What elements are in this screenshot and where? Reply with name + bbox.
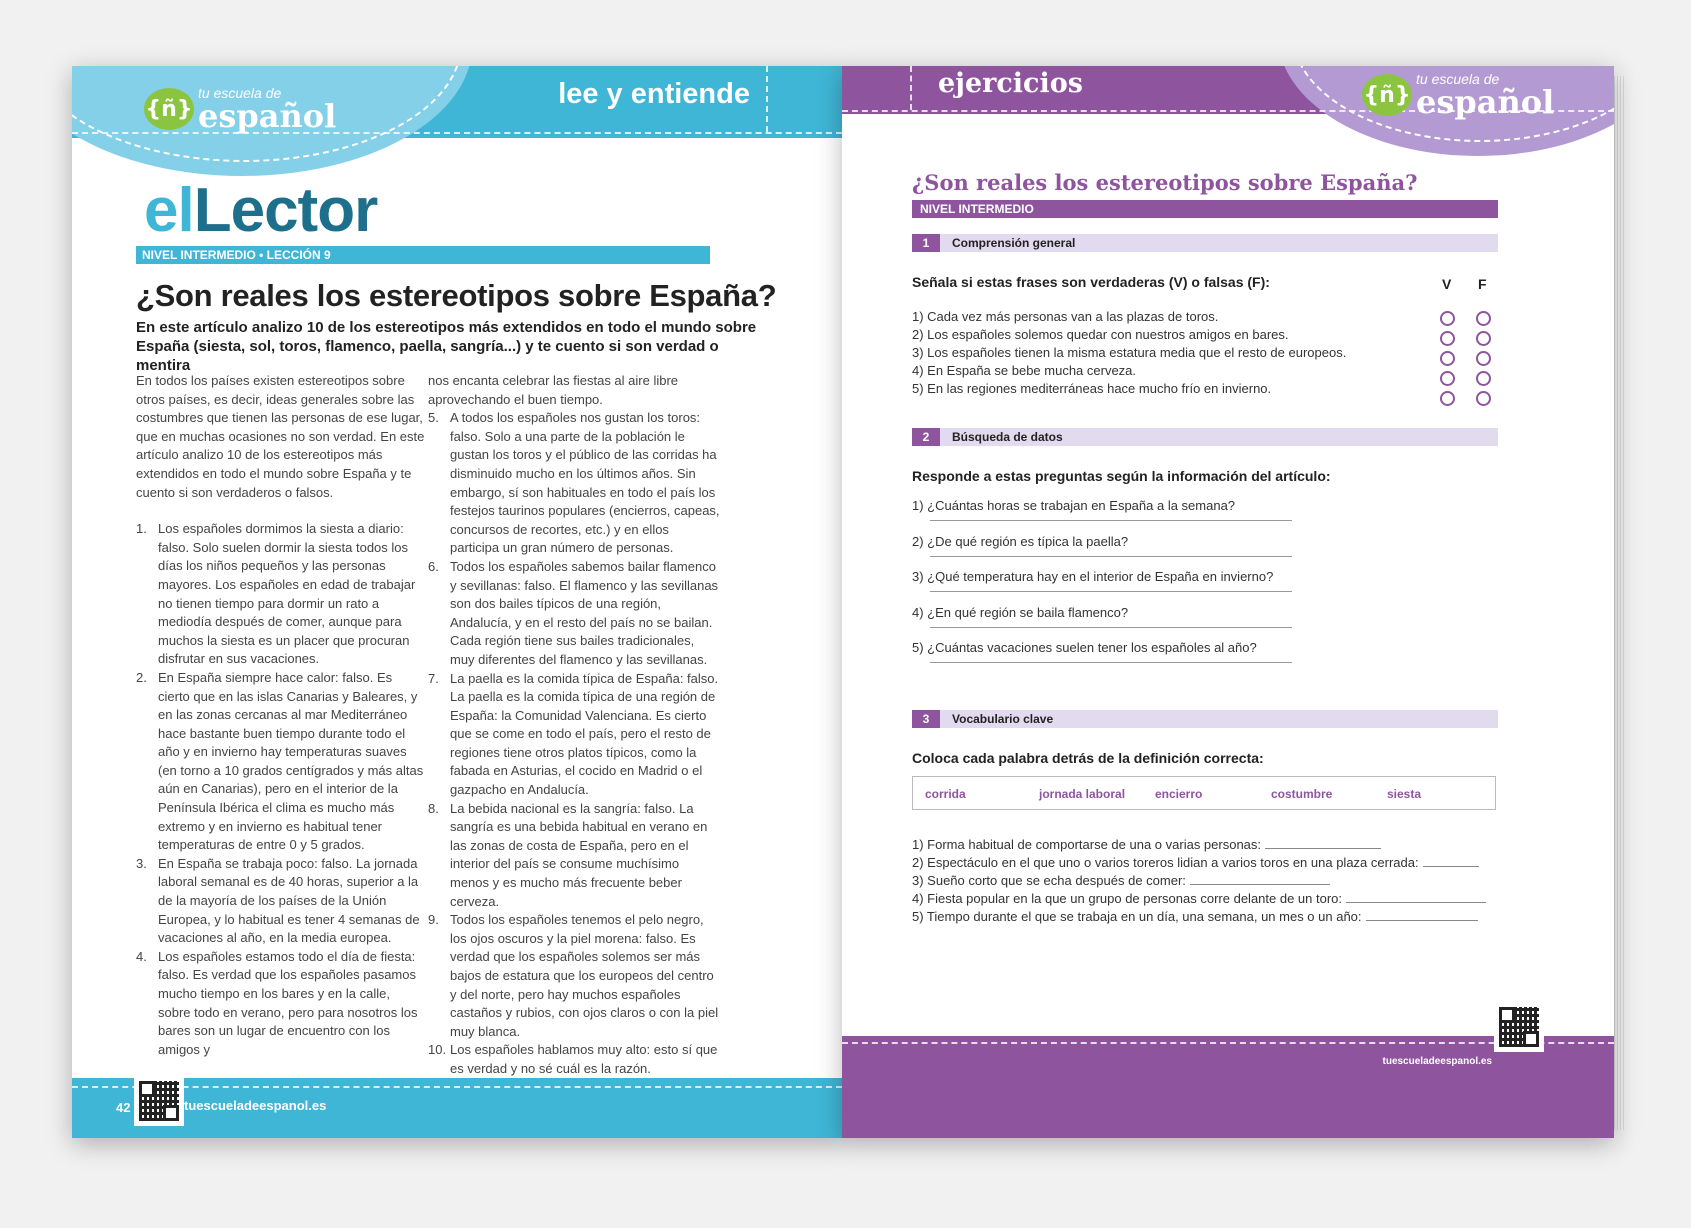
article-intro: En todos los países existen estereotipos sobre otros países, es decir, ideas generales sobre las costumbres que tienen las personas de ese lugar, que en muchas ocasiones no son verdad. En este artículo analizo 10 de los estereotipos más extendidos en todo el mundo sobre España y te cuento si son verdaderos o falsos. xyxy=(136,373,425,500)
answer-blank[interactable] xyxy=(1346,890,1486,903)
answer-blank[interactable] xyxy=(1423,854,1479,867)
word-bank xyxy=(912,776,1496,810)
definition-text: 4) Fiesta popular en la que un grupo de personas corre delante de un toro: xyxy=(912,891,1343,906)
true-radio[interactable] xyxy=(1440,351,1455,366)
definition-text: 5) Tiempo durante el que se trabaja en un día, una semana, un mes o un año: xyxy=(912,909,1362,924)
vocab-word: encierro xyxy=(1155,787,1203,801)
logo-big-text: español xyxy=(1416,83,1555,121)
definition xyxy=(912,872,1502,890)
right-page xyxy=(842,66,1614,1138)
stereotype-item xyxy=(428,911,720,1041)
item-number: 6. xyxy=(428,558,439,574)
item-number: 3. xyxy=(136,855,147,871)
statement: 1) Cada vez más personas van a las plazas de toros. xyxy=(912,309,1219,324)
true-radios xyxy=(1440,311,1455,411)
exercise-title: ¿Son reales los estereotipos sobre España? xyxy=(912,170,1418,195)
instruction-2: Responde a estas preguntas según la información del artículo: xyxy=(912,468,1331,484)
definition xyxy=(912,836,1502,854)
answer-line[interactable] xyxy=(930,556,1292,557)
stereotype-item xyxy=(428,800,720,912)
stereotype-item xyxy=(428,409,720,558)
item-number: 2. xyxy=(136,669,147,685)
column-2-lead: nos encanta celebrar las fiestas al aire libre aprovechando el buen tiempo. xyxy=(428,373,679,407)
stereotype-item xyxy=(428,670,720,800)
item-number: 8. xyxy=(428,800,439,816)
footer-url[interactable]: tuescueladeespanol.es xyxy=(184,1098,327,1113)
section-number: 2 xyxy=(912,428,940,446)
section-number: 3 xyxy=(912,710,940,728)
item-number: 7. xyxy=(428,670,439,686)
section-number: 1 xyxy=(912,234,940,252)
definition xyxy=(912,854,1502,872)
vocab-word: jornada laboral xyxy=(1039,787,1126,801)
true-radio[interactable] xyxy=(1440,391,1455,406)
logo-right xyxy=(1362,71,1555,121)
logo-small-text: tu escuela de xyxy=(1416,71,1500,87)
left-page xyxy=(72,66,842,1138)
true-radio[interactable] xyxy=(1440,331,1455,346)
false-column-label: F xyxy=(1478,276,1487,292)
level-bar: NIVEL INTERMEDIO • LECCIÓN 9 xyxy=(136,246,710,264)
article-subtitle: En este artículo analizo 10 de los estereotipos más extendidos en todo el mundo sobre España (siesta, sol, toros, flamenco, paella, sangría...) y te cuento si son verdad o mentira xyxy=(136,319,757,374)
answer-blank[interactable] xyxy=(1190,872,1330,885)
false-radio[interactable] xyxy=(1476,371,1491,386)
true-radio[interactable] xyxy=(1440,371,1455,386)
definition xyxy=(912,890,1502,908)
definition-text: 2) Espectáculo en el que uno o varios toreros lidian a varios toros en una plaza cerrada: xyxy=(912,855,1419,870)
stereotype-item xyxy=(136,948,426,1060)
footer-url[interactable]: tuescueladeespanol.es xyxy=(1382,1056,1492,1067)
definition-list xyxy=(912,836,1502,926)
question-text: 2) ¿De qué región es típica la paella? xyxy=(912,533,1129,549)
item-text: Todos los españoles sabemos bailar flamenco y sevillanas: falso. El flamenco y las sevillanas son dos bailes típicos de una región, Andalucía, y en el resto del país no se bailan. Cada región tiene sus bailes tradicionales, muy diferentes del flamenco y las sevillanas. xyxy=(450,558,719,667)
answer-line[interactable] xyxy=(930,662,1292,663)
true-column-label: V xyxy=(1442,276,1452,292)
question xyxy=(912,534,1292,570)
qr-code-icon xyxy=(134,1076,184,1126)
false-radios xyxy=(1476,311,1491,411)
definition-text: 3) Sueño corto que se echa después de comer: xyxy=(912,873,1186,888)
false-radio[interactable] xyxy=(1476,331,1491,346)
false-radio[interactable] xyxy=(1476,351,1491,366)
vocab-word: corrida xyxy=(925,787,966,801)
vocab-word: costumbre xyxy=(1271,787,1333,801)
item-number: 1. xyxy=(136,521,147,537)
question xyxy=(912,640,1292,676)
false-radio[interactable] xyxy=(1476,311,1491,326)
logo-left xyxy=(144,85,337,135)
logo-big-text: español xyxy=(198,97,337,135)
statement-list xyxy=(912,308,1382,398)
stereotype-item xyxy=(136,520,426,669)
question-text: 1) ¿Cuántas horas se trabajan en España a la semana? xyxy=(912,498,1236,513)
statement: 5) En las regiones mediterráneas hace mucho frío en invierno. xyxy=(912,381,1272,396)
item-number: 4. xyxy=(136,948,147,964)
stereotype-list-2 xyxy=(428,409,720,1078)
article-column-1 xyxy=(136,372,426,1059)
question-text: 3) ¿Qué temperatura hay en el interior de España en invierno? xyxy=(912,569,1274,584)
section-1-header xyxy=(912,234,1498,252)
question-text: 5) ¿Cuántas vacaciones suelen tener los españoles al año? xyxy=(912,640,1257,655)
instruction-3: Coloca cada palabra detrás de la definición correcta: xyxy=(912,750,1264,766)
false-radio[interactable] xyxy=(1476,391,1491,406)
statement: 4) En España se bebe mucha cerveza. xyxy=(912,363,1137,378)
section-3-header xyxy=(912,710,1498,728)
stereotype-item xyxy=(136,669,426,855)
answer-blank[interactable] xyxy=(1366,908,1478,921)
item-text: Todos los españoles tenemos el pelo negro, los ojos oscuros y la piel morena: falso. Es verdad que los españoles solemos ser más bajos de estatura que los europeos del centro y del norte, pero hay muchos españoles castaños y rubios, con ojos claros o con la piel muy blanca. xyxy=(450,912,719,1039)
answer-line[interactable] xyxy=(930,627,1292,628)
item-number: 9. xyxy=(428,912,439,928)
question-list xyxy=(912,498,1292,676)
logo-badge-icon: {ñ} xyxy=(144,88,194,130)
magazine-brand: elLector xyxy=(144,176,378,245)
section-label: Búsqueda de datos xyxy=(952,430,1063,444)
article-title: ¿Son reales los estereotipos sobre España? xyxy=(136,278,777,313)
answer-blank[interactable] xyxy=(1265,836,1381,849)
section-2-header xyxy=(912,428,1498,446)
item-text: La bebida nacional es la sangría: falso. La sangría es una bebida habitual en verano en las zonas de costa de España, pero en el interior del país se consume muchísimo menos y es mucho más frecuente beber cerveza. xyxy=(450,800,708,909)
vocab-word: siesta xyxy=(1387,787,1422,801)
logo-badge-icon: {ñ} xyxy=(1362,74,1412,116)
left-section-title: lee y entiende xyxy=(558,78,750,110)
item-number: 10. xyxy=(428,1042,447,1058)
statement: 3) Los españoles tienen la misma estatura media que el resto de europeos. xyxy=(912,345,1347,360)
section-label: Vocabulario clave xyxy=(952,712,1054,726)
item-text: En España siempre hace calor: falso. Es cierto que en las islas Canarias y Baleares, y en las zonas cercanas al mar Mediterráneo hace bastante buen tiempo durante todo el año y en invierno hay temperaturas suaves (en torno a 10 grados centígrados y más altas aún en Canarias), pero en el interior de la Península Ibérica el clima es mucho más extremo y en invierno es habitual tener temperaturas de entre 0 y 5 grados. xyxy=(158,669,424,853)
item-text: Los españoles hablamos muy alto: esto sí que es verdad y no sé cuál es la razón. xyxy=(450,1042,718,1076)
item-text: Los españoles dormimos la siesta a diario: falso. Solo suelen dormir la siesta todos los días los niños pequeños y las personas mayores. Los españoles en edad de trabajar no tienen tiempo para dormir un rato a mediodía después de comer, aunque para muchos la siesta es un placer que procuran disfrutar en sus vacaciones. xyxy=(158,521,416,667)
qr-code-icon xyxy=(1494,1002,1544,1052)
stereotype-item xyxy=(428,1041,720,1078)
section-label: Comprensión general xyxy=(952,236,1076,250)
instruction-1: Señala si estas frases son verdaderas (V) o falsas (F): xyxy=(912,274,1270,290)
statement: 2) Los españoles solemos quedar con nuestros amigos en bares. xyxy=(912,327,1289,342)
page-edges xyxy=(1614,76,1624,1130)
stereotype-item xyxy=(136,855,426,948)
page-number: 42 xyxy=(116,1100,131,1115)
definition xyxy=(912,908,1502,926)
item-text: La paella es la comida típica de España: falso. La paella es la comida típica de una región de España: la Comunidad Valenciana. Es cierto que se come en todo el país, pero el resto de regiones tiene otros platos típicos, como la fabada en Asturias, el cocido en Madrid o el gazpacho en Andalucía. xyxy=(450,670,719,798)
answer-line[interactable] xyxy=(930,591,1292,592)
right-section-title: ejercicios xyxy=(938,68,1083,99)
item-text: Los españoles estamos todo el día de fiesta: falso. Es verdad que los españoles pasamos mucho tiempo en los bares y en la calle, sobre todo en verano, pero para nosotros los bares son un lugar de encuentro con los amigos y xyxy=(158,948,418,1057)
article-column-2 xyxy=(428,372,720,1079)
true-radio[interactable] xyxy=(1440,311,1455,326)
item-text: A todos los españoles nos gustan los toros: falso. Solo a una parte de la población le gustan los toros y el público de las corridas ha disminuido mucho en los últimos años. Sin embargo, sí son habituales en todo el país los festejos taurinos populares (encierros, capeas, concursos de recortes, etc.) y en ellos participa un gran número de personas. xyxy=(450,410,720,556)
answer-line[interactable] xyxy=(930,520,1292,521)
logo-small-text: tu escuela de xyxy=(198,85,282,101)
exercise-level-bar: NIVEL INTERMEDIO xyxy=(912,200,1498,218)
item-number: 5. xyxy=(428,410,439,426)
question xyxy=(912,498,1292,534)
question xyxy=(912,605,1292,641)
question-text: 4) ¿En qué región se baila flamenco? xyxy=(912,604,1129,620)
stereotype-list-1 xyxy=(136,520,426,1059)
definition-text: 1) Forma habitual de comportarse de una o varias personas: xyxy=(912,837,1262,852)
item-text: En España se trabaja poco: falso. La jornada laboral semanal es de 40 horas, superior a la de la mayoría de los países de la Unión Europea, y lo habitual es tener 4 semanas de vacaciones al año, en la media europea. xyxy=(158,855,420,946)
question xyxy=(912,569,1292,605)
stereotype-item xyxy=(428,558,720,670)
